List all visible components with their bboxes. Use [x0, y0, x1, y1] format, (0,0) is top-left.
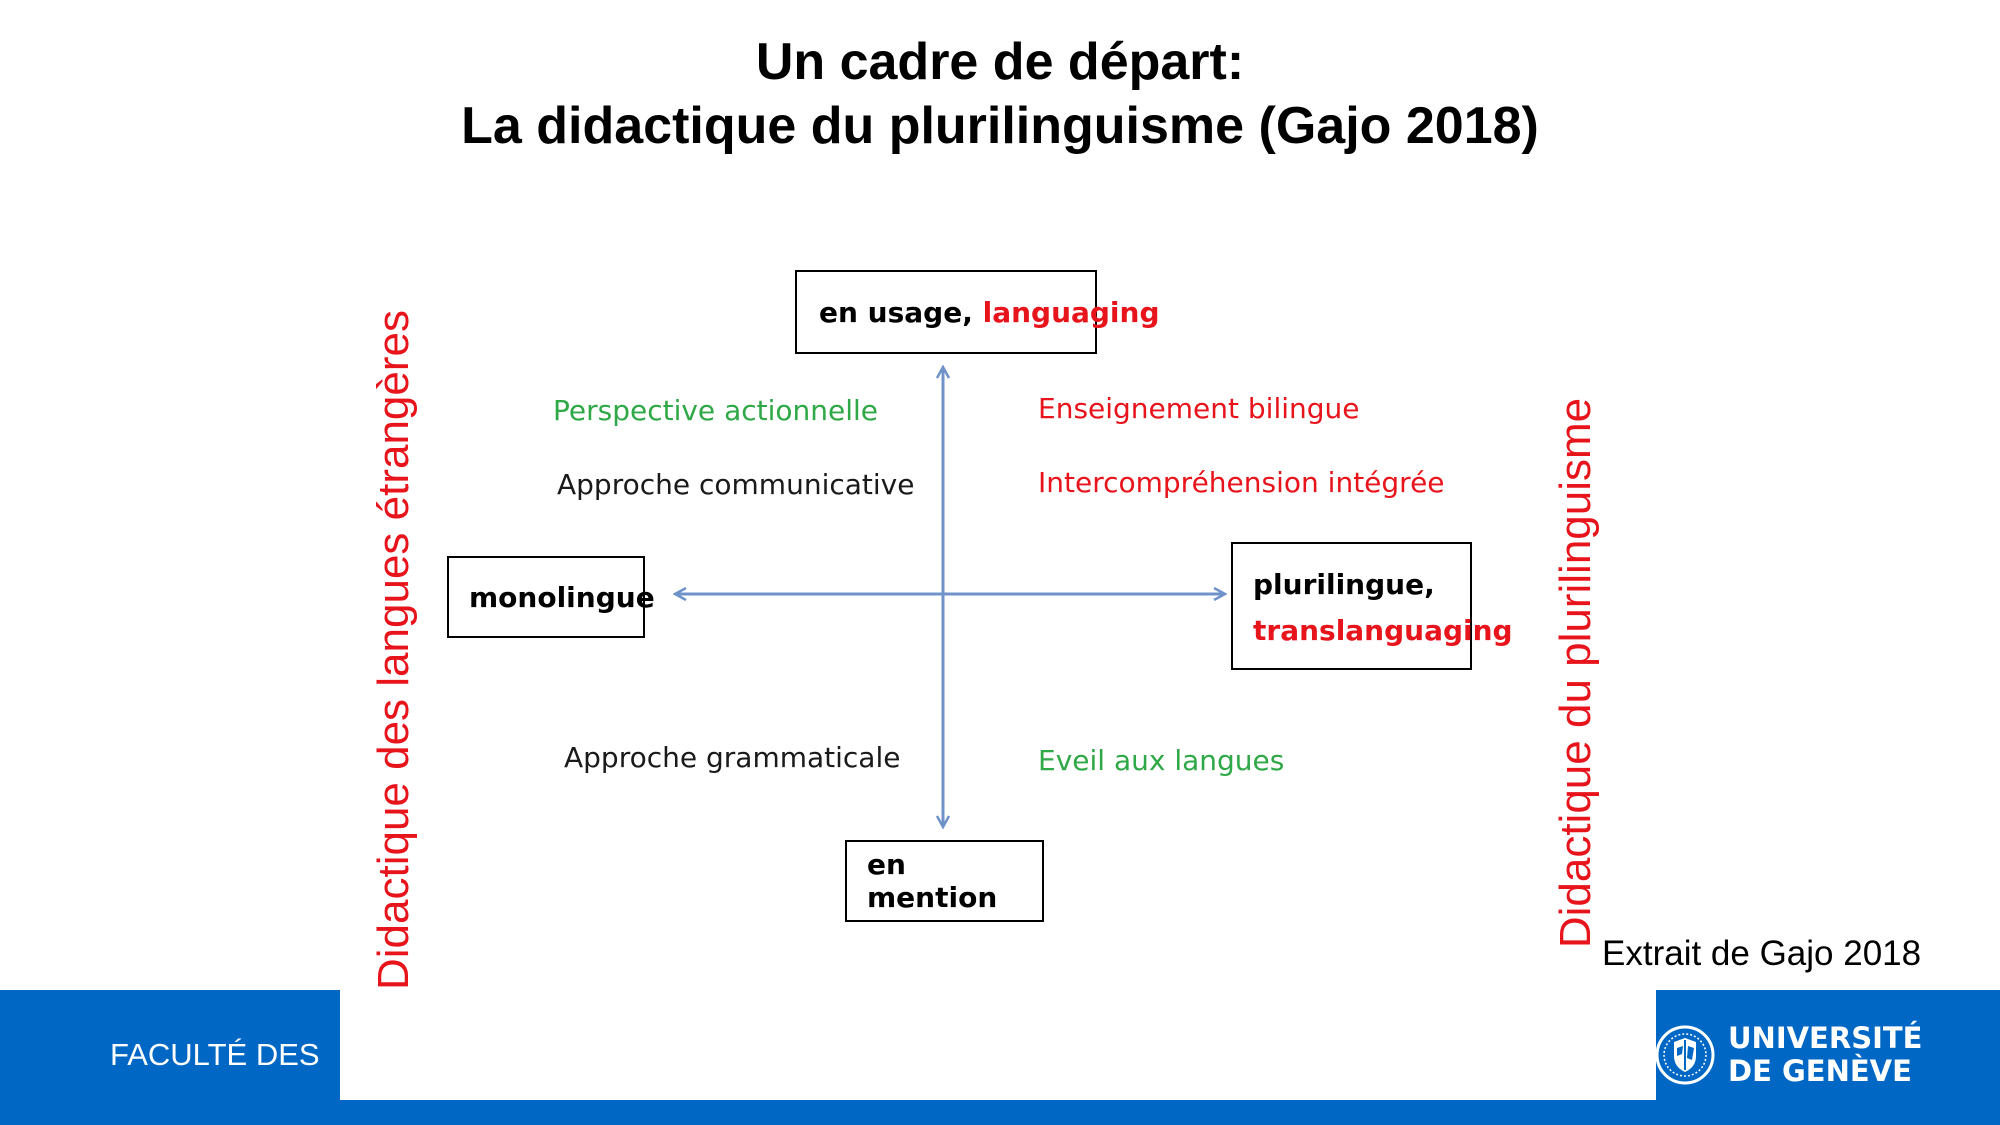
box-en-mention: en mention — [845, 840, 1044, 922]
box-en-usage — [795, 270, 1160, 354]
right-side-label: Didactique du plurilinguisme — [1551, 397, 1600, 949]
annotation-intercomprehension-integree: Intercompréhension intégrée — [1038, 466, 1445, 499]
box-translanguaging-text: translanguaging — [1253, 614, 1513, 647]
annotation-approche-communicative: Approche communicative — [557, 468, 915, 501]
faculty-label: FACULTÉ DES — [110, 1037, 320, 1072]
box-monolingue: monolingue — [447, 556, 645, 638]
annotation-perspective-actionnelle: Perspective actionnelle — [553, 394, 879, 427]
annotation-enseignement-bilingue: Enseignement bilingue — [1038, 392, 1360, 425]
university-crest-icon — [1654, 1024, 1716, 1086]
university-name-line-2: DE GENÈVE — [1728, 1054, 1912, 1088]
title-line-2: La didactique du plurilinguisme (Gajo 2018) — [461, 97, 1539, 155]
annotation-approche-grammaticale: Approche grammaticale — [564, 741, 901, 774]
box-plurilingue-text: plurilingue, — [1253, 568, 1435, 601]
footer-white-panel — [340, 990, 1656, 1100]
left-side-label: Didactique des langues étrangères — [369, 309, 418, 991]
box-languaging-text: languaging — [982, 295, 1160, 329]
source-citation: Extrait de Gajo 2018 — [1602, 934, 1922, 973]
box-en-usage-text: en usage, — [819, 295, 983, 329]
university-logo[interactable] — [1654, 1022, 1922, 1088]
university-name — [1728, 1022, 1922, 1088]
university-name-line-1: UNIVERSITÉ — [1728, 1021, 1923, 1055]
box-plurilingue — [1231, 542, 1513, 670]
annotation-eveil-aux-langues: Eveil aux langues — [1038, 744, 1285, 777]
title-line-1: Un cadre de départ: — [755, 33, 1245, 91]
